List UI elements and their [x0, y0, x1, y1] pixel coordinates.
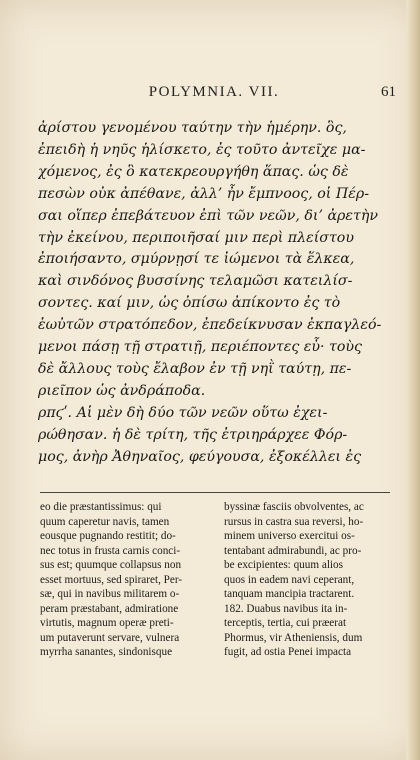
greek-text-line: ριεῖπον ὡς ἀνδράποδα. — [38, 382, 206, 399]
greek-text-line: πεσὼν οὐκ ἀπέθανε, ἀλλ’ ἦν ἔμπνοος, οἱ Πέρ- — [38, 185, 369, 202]
latin-text-line: fugit, ad ostia Penei impacta — [224, 646, 352, 658]
latin-text-line: minem universo exercitui os- — [224, 530, 355, 542]
latin-text-line: 182. Duabus navibus ita in- — [224, 602, 348, 615]
greek-text-line: δὲ ἄλλους τοὺς ἔλαβον ἐν τῇ νηῒ ταύτῃ, πε- — [38, 360, 352, 377]
greek-text-line: ρπϛʹ. Αἱ μὲν δὴ δύο τῶν νεῶν οὕτω ἐχει- — [38, 404, 328, 421]
greek-text-block — [38, 118, 388, 469]
latin-text-line: nec totus in frusta carnis conci- — [40, 544, 181, 557]
greek-text-line: ἐπειδὴ ἡ νηῦς ἡλίσκετο, ἐς τοῦτο ἀντεῖχε μα- — [38, 141, 366, 158]
latin-text-line: peram præstabant, admiratione — [40, 602, 179, 615]
latin-text-line: tanquam mancipia tractarent. — [224, 588, 355, 600]
latin-text-line: virtutis, magnum operæ preti- — [40, 617, 174, 629]
greek-text-line: τὴν ἐκείνου, περιποιῆσαί μιν περὶ πλείστου — [38, 229, 354, 246]
greek-text-line: καὶ σινδόνος βυσσίνης τελαμῶσι κατειλίσ- — [38, 273, 353, 290]
page-header — [30, 84, 398, 104]
greek-text-line: χόμενος, ἐς ὃ κατεκρεουργήθη ἅπας. ὡς δὲ — [38, 163, 349, 180]
greek-text-line: ἐποιήσαντο, σμύρνῃσί τε ἰώμενοι τὰ ἕλκεα, — [38, 251, 355, 268]
greek-text-line: σαι οἵπερ ἐπεβάτευον ἐπὶ τῶν νεῶν, δι’ ἀρετὴν — [38, 207, 378, 224]
latin-text-line: eousque pugnando restitit; do- — [40, 530, 176, 542]
greek-text-line: μος, ἀνὴρ Ἀθηναῖος, φεύγουσα, ἐξοκέλλει ἐς — [38, 448, 362, 465]
greek-text-line: ἀρίστου γενομένου ταύτην τὴν ἡμέρην. ὃς, — [38, 120, 347, 136]
latin-text-line: Phormus, vir Atheniensis, dum — [224, 631, 363, 644]
greek-text-line: σοντες. καί μιν, ὡς ὀπίσω ἀπίκοντο ἐς τὸ — [38, 295, 341, 312]
latin-text-line: be excipientes: quum alios — [224, 559, 343, 571]
latin-text-line: rursus in castra sua reversi, ho- — [224, 515, 364, 528]
latin-text-line: sæ, qui in navibus militarem o- — [40, 588, 180, 600]
greek-text-line: ἑωὐτῶν στρατόπεδον, ἐπεδείκνυσαν ἐκπαγλεό- — [38, 317, 382, 334]
latin-text-line: um putaverunt servare, vulnera — [40, 631, 180, 644]
running-title: POLYMNIA. VII. — [148, 84, 280, 100]
latin-text-line: byssinæ fasciis obvolventes, ac — [224, 501, 364, 513]
footnote-divider — [40, 492, 390, 493]
latin-text-line: esset mortuus, sed spiraret, Per- — [40, 573, 183, 586]
latin-translation-left-column — [40, 500, 208, 660]
latin-text-line: sus est; quumque collapsus non — [40, 559, 182, 571]
latin-text-line: quos in eadem navi ceperant, — [224, 573, 355, 586]
latin-text-line: eo die præstantissimus: qui — [40, 501, 162, 513]
latin-text-line: terceptis, tertia, cui præerat — [224, 617, 347, 629]
latin-translation-right-column — [224, 500, 392, 660]
greek-text-line: ρώθησαν. ἡ δὲ τρίτη, τῆς ἐτριηράρχεε Φόρ- — [38, 426, 348, 443]
page-number: 61 — [381, 84, 396, 100]
latin-text-line: quum caperetur navis, tamen — [40, 515, 170, 528]
latin-text-line: tentabant admirabundi, ac pro- — [224, 544, 362, 557]
greek-text-line: μενοι πάσῃ τῇ στρατιῇ, περιέποντες εὖ· τοὺς — [38, 339, 362, 356]
latin-text-line: myrrha sanantes, sindonisque — [40, 646, 173, 658]
page-gutter — [406, 0, 420, 760]
